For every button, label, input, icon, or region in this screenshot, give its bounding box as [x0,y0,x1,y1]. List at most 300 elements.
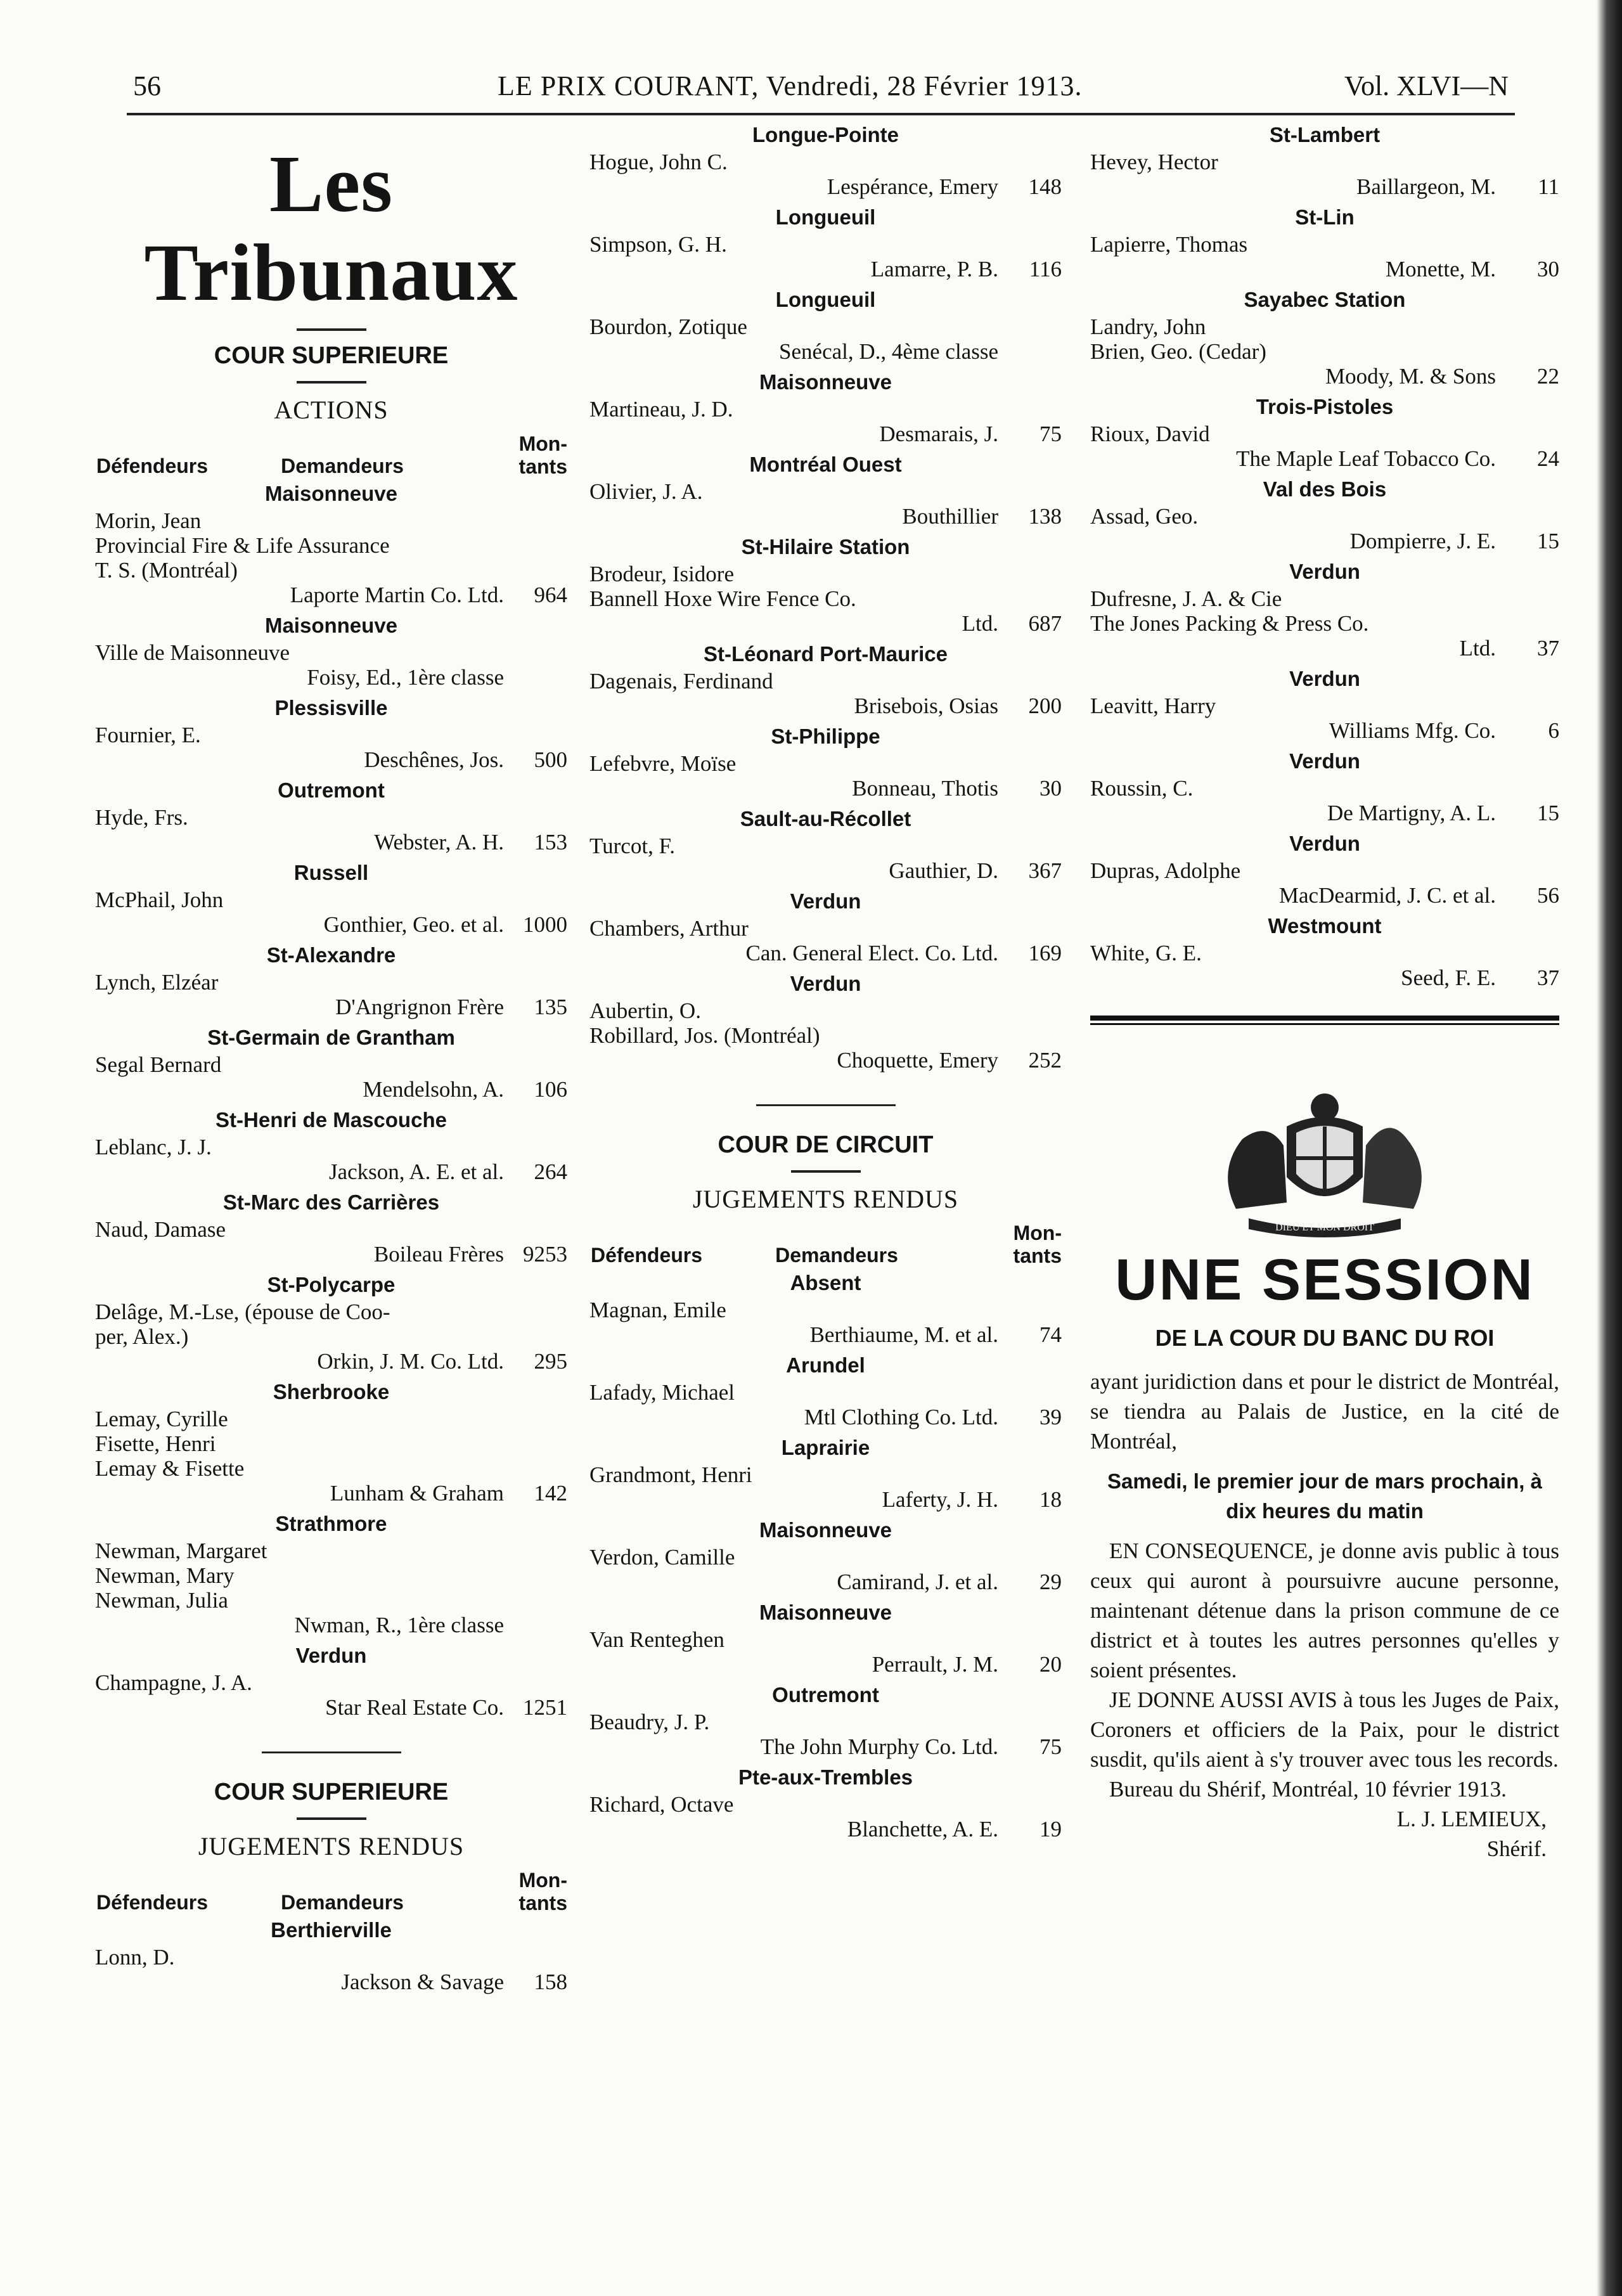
plaintiff-line [589,693,1062,718]
defendants-header: Défendeurs [96,1891,209,1914]
location-heading: Verdun [1289,667,1360,690]
party-name: Lemay & Fisette [95,1456,245,1481]
location-heading: St-Philippe [771,725,880,748]
plaintiff-line [589,1487,1062,1512]
party-name: Baillargeon, M. [1356,174,1496,199]
amount: 39 [1039,1405,1062,1429]
defendant-line [1090,232,1559,257]
case-entry [589,479,1062,529]
case-entry [589,1298,1062,1347]
amount: 37 [1537,636,1559,661]
location-heading: Verdun [1289,749,1360,773]
party-name: Bouthillier [902,504,998,529]
notice-paragraph: ayant juridiction dans et pour le district de Montréal, se tiendra au Palais de Justice, en la cité de Montréal, [1090,1369,1559,1454]
case-entry [1090,776,1559,825]
party-name: Bannell Hoxe Wire Fence Co. [589,586,856,611]
page-number: 56 [133,70,161,101]
defendant-line [1090,504,1559,529]
defendant-line [589,479,1062,504]
party-name: Chambers, Arthur [589,916,749,941]
location-heading: Westmount [1268,914,1382,938]
party-name: Ltd. [962,611,998,636]
case-entry [589,1792,1062,1841]
amount: 18 [1039,1487,1062,1512]
defendant-line [95,1324,567,1349]
party-name: Bourdon, Zotique [589,314,747,339]
defendant-line [95,1300,567,1324]
location-heading: St-Hilaire Station [741,535,910,558]
case-entry [589,1627,1062,1677]
amount: 148 [1028,174,1062,199]
case-entry [1090,504,1559,553]
party-name: Martineau, J. D. [589,397,733,422]
party-name: Leavitt, Harry [1090,693,1216,718]
location-heading: Verdun [790,972,861,995]
party-name: Can. General Elect. Co. Ltd. [745,941,998,965]
amounts-header [519,432,567,478]
location-heading: Verdun [1289,560,1360,583]
location-heading: Maisonneuve [759,370,892,394]
location-heading: St-Henri de Mascouche [216,1108,447,1132]
party-name: D'Angrignon Frère [335,995,504,1019]
location-heading: St-Léonard Port-Maurice [703,642,948,666]
location-heading: Val des Bois [1263,477,1387,501]
location-heading: Laprairie [781,1436,870,1459]
plaintiff-line [1090,529,1559,553]
party-name: per, Alex.) [95,1324,189,1349]
location-heading: Sault-au-Récollet [740,807,911,830]
amount: 138 [1028,504,1062,529]
amount: 15 [1537,529,1559,553]
divider [791,1170,861,1173]
plaintiff-line [589,1817,1062,1841]
defendant-line [1090,422,1559,446]
case-entry [95,970,567,1019]
subsection-title: JUGEMENTS RENDUS [198,1832,465,1861]
location-heading: Outremont [278,778,385,802]
party-name: Nwman, R., 1ère classe [294,1613,504,1637]
defendant-line [95,1945,567,1970]
party-name: Webster, A. H. [374,830,504,855]
defendant-line [589,669,1062,693]
defendant-line [589,562,1062,586]
party-name: Jackson, A. E. et al. [328,1159,504,1184]
plaintiff-line [1090,364,1559,389]
court-title: COUR SUPERIEURE [214,1779,449,1805]
column-1 [95,120,567,1998]
amounts-header-line2: tants [518,455,567,478]
plaintiff-line [589,1652,1062,1677]
defendant-line [95,1052,567,1077]
plaintiff-line [589,1322,1062,1347]
divider [262,1751,401,1753]
defendant-line [95,1217,567,1242]
party-name: Morin, Jean [95,508,202,533]
plaintiff-line [589,1048,1062,1073]
defendant-line [1090,150,1559,174]
case-entry [589,232,1062,281]
defendants-header: Défendeurs [96,455,209,477]
case-entry [589,150,1062,199]
party-name: Lespérance, Emery [827,174,998,199]
party-name: Camirand, J. et al. [837,1570,998,1594]
defendant-line [589,998,1062,1023]
plaintiff-line [589,858,1062,883]
case-entry [1090,314,1559,389]
amounts-header-line1: Mon- [518,432,567,455]
amount: 200 [1028,693,1062,718]
plaintiffs-header: Demandeurs [775,1244,898,1267]
defendant-line [1090,858,1559,883]
case-entry [1090,586,1559,661]
location-heading: St-Germain de Grantham [207,1026,455,1049]
location-heading: Russell [293,861,369,884]
subsection-title: ACTIONS [274,396,389,424]
court-title: COUR DE CIRCUIT [718,1132,934,1158]
location-heading: St-Alexandre [266,943,396,967]
amount: 295 [534,1349,567,1374]
party-name: Provincial Fire & Life Assurance [95,533,390,558]
signature-name: L. J. LEMIEUX, [1396,1807,1547,1831]
case-list [589,120,1062,1073]
defendant-line [95,1563,567,1588]
plaintiff-line [95,1481,567,1506]
amount: 158 [534,1970,567,1994]
plaintiff-line [589,422,1062,446]
party-name: Orkin, J. M. Co. Ltd. [317,1349,504,1374]
plaintiff-line [95,665,567,690]
column-3 [1090,120,1559,1864]
defendant-line [589,314,1062,339]
defendant-line [589,834,1062,858]
amount: 142 [534,1481,567,1506]
party-name: Olivier, J. A. [589,479,703,504]
party-name: White, G. E. [1090,941,1202,965]
party-name: Leblanc, J. J. [95,1135,212,1159]
plaintiff-line [95,912,567,937]
location-heading: Longueuil [775,205,876,229]
defendant-line [95,640,567,665]
plaintiff-line [95,583,567,607]
plaintiff-line [95,1349,567,1374]
party-name: Delâge, M.-Lse, (épouse de Coo- [95,1300,390,1324]
plaintiff-line [1090,446,1559,471]
case-entry [95,1670,567,1720]
amounts-header-line2: tants [1013,1244,1062,1267]
case-entry [1090,150,1559,199]
defendant-line [95,1456,567,1481]
case-entry [95,508,567,607]
case-list [95,1916,567,1994]
party-name: MacDearmid, J. C. et al. [1278,883,1496,908]
defendants-header: Défendeurs [591,1244,703,1267]
party-name: Choquette, Emery [837,1048,998,1073]
case-entry [1090,858,1559,908]
location-heading: Montréal Ouest [749,453,902,476]
party-name: Turcot, F. [589,834,675,858]
amount: 500 [534,747,567,772]
defendant-line [95,1588,567,1613]
page-header [127,63,1509,108]
party-name: Dagenais, Ferdinand [589,669,773,693]
party-name: Moody, M. & Sons [1325,364,1496,389]
case-entry [589,916,1062,965]
location-heading: Maisonneuve [759,1601,892,1624]
defendant-line [589,1298,1062,1322]
party-name: Desmarais, J. [879,422,998,446]
amount: 1251 [523,1695,567,1720]
party-name: De Martigny, A. L. [1327,801,1496,825]
location-heading: Verdun [790,889,861,913]
party-name: Lynch, Elzéar [95,970,219,995]
case-entry [95,1052,567,1102]
plaintiff-line [95,1970,567,1994]
party-name: Robillard, Jos. (Montréal) [589,1023,820,1048]
case-entry [95,1945,567,1994]
defendant-line [1090,339,1559,364]
defendant-line [589,397,1062,422]
amounts-header [519,1869,567,1914]
party-name: Lemay, Cyrille [95,1407,228,1431]
amount: 106 [534,1077,567,1102]
location-heading: Outremont [772,1683,879,1706]
party-name: Deschênes, Jos. [364,747,504,772]
defendant-line [589,1627,1062,1652]
plaintiff-line [95,1613,567,1637]
plaintiff-line [1090,801,1559,825]
defendant-line [1090,941,1559,965]
defendant-line [95,723,567,747]
location-heading: St-Marc des Carrières [222,1190,440,1214]
party-name: Lapierre, Thomas [1090,232,1248,257]
plaintiff-line [589,257,1062,281]
location-heading: St-Lin [1295,205,1355,229]
party-name: Perrault, J. M. [872,1652,998,1677]
party-name: Grandmont, Henri [589,1462,752,1487]
party-name: Ltd. [1459,636,1496,661]
amounts-header-line1: Mon- [518,1869,567,1892]
party-name: Roussin, C. [1090,776,1194,801]
party-name: Foisy, Ed., 1ère classe [307,665,504,690]
party-name: Van Renteghen [589,1627,724,1652]
case-entry [95,805,567,855]
party-name: Newman, Margaret [95,1538,267,1563]
page-edge [1597,0,1622,2296]
party-name: Fournier, E. [95,723,201,747]
plaintiff-line [589,174,1062,199]
amount: 264 [534,1159,567,1184]
party-name: Lefebvre, Moïse [589,751,737,776]
plaintiff-line [589,1405,1062,1429]
divider [297,328,366,331]
party-name: Gauthier, D. [889,858,998,883]
party-name: Rioux, David [1090,422,1210,446]
amount: 1000 [523,912,567,937]
notice-paragraph: EN CONSEQUENCE, je donne avis public à tous ceux qui auront à poursuivre aucune personne, maintenant détenue dans la prison commune de ce district et à toutes les autres personnes qu'elles y soient présentes. [1090,1538,1559,1682]
location-heading: Berthierville [271,1918,392,1942]
notice-title: UNE SESSION [1115,1248,1535,1312]
location-heading: Maisonneuve [264,614,398,637]
amount: 30 [1537,257,1559,281]
plaintiff-line [1090,883,1559,908]
location-heading: Trois-Pistoles [1256,395,1394,418]
party-name: Boileau Frères [373,1242,504,1267]
case-entry [589,998,1062,1073]
amount: 22 [1537,364,1559,389]
plaintiff-line [95,1077,567,1102]
defendant-line [95,1135,567,1159]
divider [297,381,366,384]
volume-label: Vol. XLVI—N [1344,70,1509,101]
defendant-line [95,1431,567,1456]
column-header [95,1865,567,1916]
divider [1090,1016,1559,1021]
party-name: Brien, Geo. (Cedar) [1090,339,1266,364]
party-name: Hyde, Frs. [95,805,188,830]
party-name: Lamarre, P. B. [870,257,998,281]
party-name: Landry, John [1090,314,1206,339]
divider [1090,1023,1559,1025]
plaintiffs-header: Demandeurs [281,455,404,477]
party-name: Star Real Estate Co. [325,1695,504,1720]
location-heading: Maisonneuve [264,482,398,505]
amounts-header [1014,1222,1062,1267]
defendant-line [1090,314,1559,339]
defendant-line [95,970,567,995]
defendant-line [589,1380,1062,1405]
plaintiff-line [95,1695,567,1720]
case-list [95,479,567,1720]
amount: 37 [1537,965,1559,990]
amount: 75 [1039,422,1062,446]
party-name: Senécal, D., 4ème classe [779,339,998,364]
party-name: Hevey, Hector [1090,150,1218,174]
party-name: Seed, F. E. [1401,965,1496,990]
defendant-line [1090,586,1559,611]
case-entry [589,314,1062,364]
case-entry [589,1462,1062,1512]
party-name: Lafady, Michael [589,1380,735,1405]
amount: 24 [1537,446,1559,471]
plaintiff-line [95,830,567,855]
party-name: Hogue, John C. [589,150,728,174]
defendant-line [589,1462,1062,1487]
amount: 367 [1028,858,1062,883]
royal-coat-of-arms-icon [1160,1082,1490,1241]
party-name: Lunham & Graham [330,1481,504,1506]
crest-motto: DIEU ET MON DROIT [1275,1222,1374,1233]
plaintiff-line [589,776,1062,801]
amount: 964 [534,583,567,607]
case-entry [1090,693,1559,743]
party-name: Williams Mfg. Co. [1329,718,1496,743]
location-heading: Arundel [786,1353,865,1377]
party-name: Monette, M. [1385,257,1496,281]
plaintiff-line [589,504,1062,529]
amount: 20 [1039,1652,1062,1677]
case-entry [589,397,1062,446]
amount: 30 [1039,776,1062,801]
amount: 11 [1538,174,1559,199]
plaintiff-line [95,747,567,772]
location-heading: Maisonneuve [759,1518,892,1542]
party-name: Mendelsohn, A. [363,1077,504,1102]
party-name: Newman, Mary [95,1563,235,1588]
party-name: Dupras, Adolphe [1090,858,1241,883]
case-entry [1090,941,1559,990]
notice-subtitle: DE LA COUR DU BANC DU ROI [1155,1325,1495,1351]
defendant-line [589,916,1062,941]
case-entry [95,1135,567,1184]
defendant-line [95,1538,567,1563]
notice-date: Samedi, le premier jour de mars prochain, à dix heures du matin [1107,1469,1542,1523]
defendant-line [589,1792,1062,1817]
defendant-line [589,150,1062,174]
party-name: Beaudry, J. P. [589,1710,710,1734]
plaintiff-line [1090,257,1559,281]
party-name: Jackson & Savage [341,1970,504,1994]
defendant-line [95,1407,567,1431]
amount: 6 [1548,718,1559,743]
party-name: Brisebois, Osias [854,693,998,718]
party-name: Dufresne, J. A. & Cie [1090,586,1282,611]
party-name: The Maple Leaf Tobacco Co. [1236,446,1496,471]
amount: 116 [1029,257,1062,281]
case-entry [589,1710,1062,1759]
amount: 687 [1028,611,1062,636]
column-header [95,429,567,479]
defendant-line [95,533,567,558]
case-entry [589,1380,1062,1429]
party-name: Lonn, D. [95,1945,175,1970]
amounts-header-line1: Mon- [1013,1222,1062,1244]
case-entry [589,562,1062,636]
amount: 75 [1039,1734,1062,1759]
location-heading: Longueuil [775,288,876,311]
amount: 56 [1537,883,1559,908]
party-name: The Jones Packing & Press Co. [1090,611,1369,636]
court-title: COUR SUPERIEURE [214,342,449,369]
party-name: Simpson, G. H. [589,232,727,257]
amount: 153 [534,830,567,855]
plaintiff-line [1090,636,1559,661]
party-name: Bonneau, Thotis [852,776,998,801]
party-name: Verdon, Camille [589,1545,735,1570]
column-header [589,1218,1062,1268]
party-name: Blanchette, A. E. [847,1817,998,1841]
location-heading: St-Lambert [1269,123,1381,146]
amount: 74 [1039,1322,1062,1347]
plaintiff-line [589,339,1062,364]
location-heading: Absent [790,1271,861,1294]
defendant-line [95,1670,567,1695]
location-heading: Sherbrooke [273,1380,390,1403]
defendant-line [95,558,567,583]
notice-paragraph: Bureau du Shérif, Montréal, 10 février 1913. [1109,1777,1507,1802]
header-rule [127,113,1515,115]
plaintiff-line [95,1242,567,1267]
party-name: Assad, Geo. [1090,504,1199,529]
subsection-title: JUGEMENTS RENDUS [692,1185,959,1213]
case-entry [95,640,567,690]
section-heading: Les Tribunaux [144,139,518,318]
party-name: Gonthier, Geo. et al. [323,912,504,937]
party-name: Newman, Julia [95,1588,228,1613]
case-list [1090,120,1559,990]
party-name: Fisette, Henri [95,1431,216,1456]
case-entry [95,1407,567,1506]
signature-title: Shérif. [1486,1836,1547,1861]
